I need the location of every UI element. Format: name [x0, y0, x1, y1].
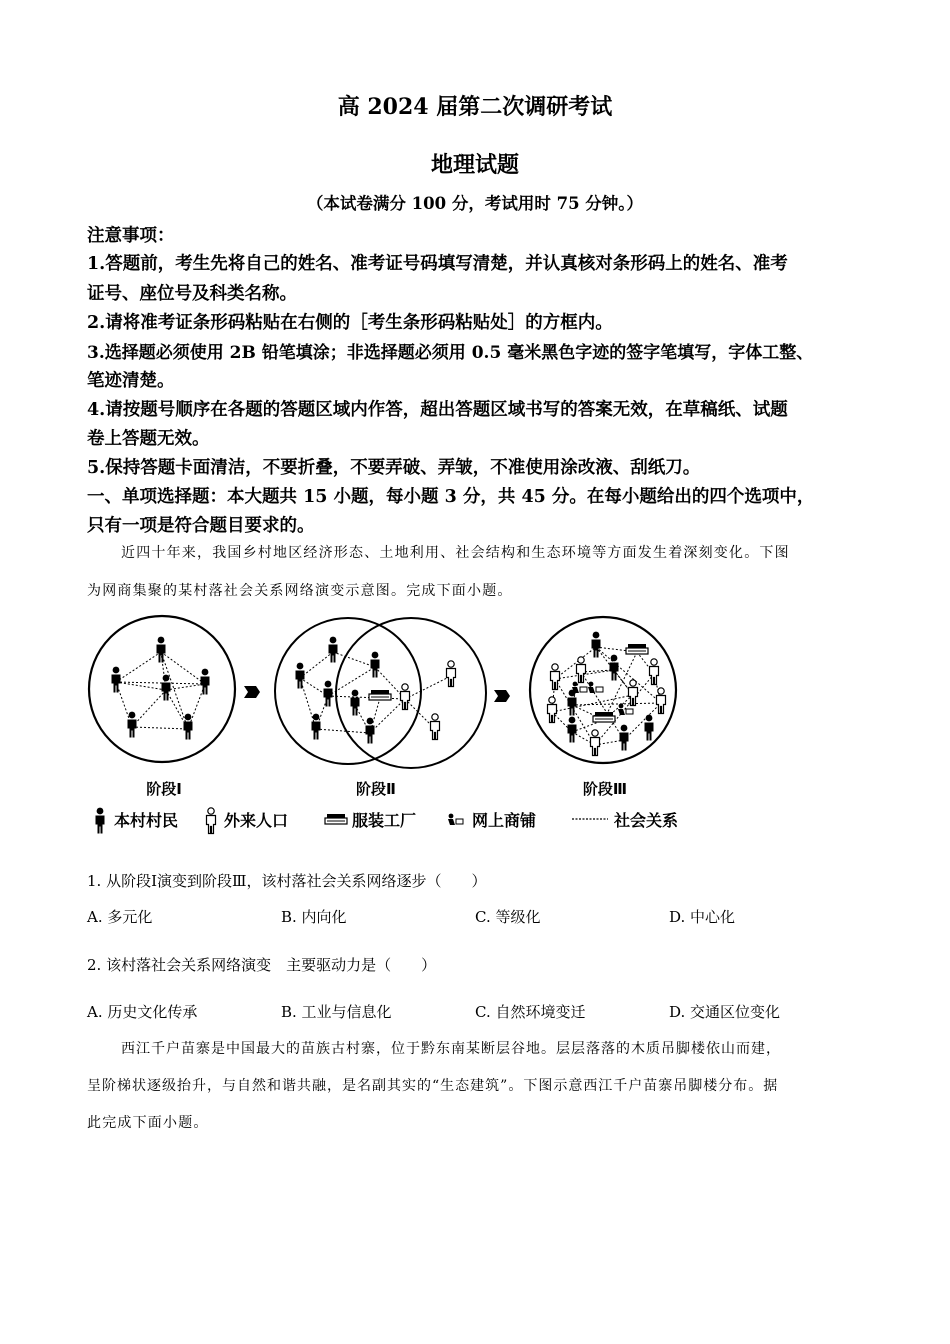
stage-2-network [275, 618, 486, 768]
question-1-stem: 1. 从阶段Ⅰ演变到阶段Ⅲ，该村落社会关系网络逐步（ ） [87, 872, 487, 890]
legend-factory: 服装工厂 [352, 811, 417, 830]
section-heading: 一、单项选择题：本大题共 15 小题，每小题 3 分，共 45 分。在每小题给出的四个选项中， [87, 487, 815, 507]
notice-line: 证号、座位号及科类名称。 [87, 284, 297, 304]
passage-text: 此完成下面小题。 [87, 1115, 209, 1131]
exam-title: 高 2024 届第二次调研考试 [337, 94, 613, 120]
shop-icon [448, 814, 463, 825]
stage-3-network [530, 617, 676, 763]
notice-line: 1.答题前，考生先将自己的姓名、准考证号码填写清楚，并认真核对条形码上的姓名、准考 [87, 254, 788, 274]
section-heading: 只有一项是符合题目要求的。 [87, 516, 315, 536]
legend-migrant: 外来人口 [224, 811, 289, 830]
stage-1-network [89, 616, 235, 762]
stage-3-label: 阶段Ⅲ [582, 780, 628, 798]
stage-1-label: 阶段Ⅰ [146, 780, 182, 798]
notice-line: 笔迹清楚。 [87, 371, 175, 391]
network-evolution-figure [84, 612, 694, 837]
arrow-icon [244, 686, 260, 698]
legend-relation: 社会关系 [614, 811, 679, 830]
question-2-option-b[interactable]: B. 工业与信息化 [281, 1003, 392, 1021]
subject-title: 地理试题 [430, 152, 519, 178]
passage-text: 为网商集聚的某村落社会关系网络演变示意图。完成下面小题。 [87, 583, 513, 599]
notice-heading: 注意事项： [87, 226, 175, 246]
question-1-option-d[interactable]: D. 中心化 [669, 908, 736, 926]
legend [96, 808, 679, 834]
exam-info: （本试卷满分 100 分，考试用时 75 分钟。） [306, 194, 644, 213]
notice-line: 3.选择题必须使用 2B 铅笔填涂；非选择题必须用 0.5 毫米黑色字迹的签字笔填写，字体工整、 [87, 343, 814, 363]
question-1-option-c[interactable]: C. 等级化 [475, 908, 541, 926]
factory-icon [325, 814, 347, 824]
stage-2-label: 阶段Ⅱ [356, 780, 396, 798]
arrow-icon [494, 690, 510, 702]
passage-text: 近四十年来，我国乡村地区经济形态、土地利用、社会结构和生态环境等方面发生着深刻变化。下图 [121, 545, 790, 561]
legend-villager: 本村村民 [114, 811, 179, 830]
question-1-option-b[interactable]: B. 内向化 [281, 908, 347, 926]
notice-line: 2.请将准考证条形码粘贴在右侧的［考生条形码粘贴处］的方框内。 [87, 313, 613, 333]
legend-shop: 网上商铺 [472, 811, 537, 830]
villager-icon [96, 808, 105, 834]
passage-text: 呈阶梯状逐级抬升，与自然和谐共融，是名副其实的“生态建筑”。下图示意西江千户苗寨吊脚楼分布。据 [87, 1078, 779, 1094]
notice-line: 5.保持答题卡面清洁，不要折叠，不要弄破、弄皱，不准使用涂改液、刮纸刀。 [87, 458, 701, 478]
question-2-stem: 2. 该村落社会关系网络演变 主要驱动力是（ ） [87, 956, 437, 974]
passage-text: 西江千户苗寨是中国最大的苗族古村寨，位于黔东南某断层谷地。层层落落的木质吊脚楼依山而建， [121, 1041, 781, 1057]
migrant-icon [207, 808, 216, 834]
notice-line: 4.请按题号顺序在各题的答题区域内作答，超出答题区域书写的答案无效，在草稿纸、试题 [87, 400, 788, 420]
question-1-option-a[interactable]: A. 多元化 [87, 908, 153, 926]
question-2-option-c[interactable]: C. 自然环境变迁 [475, 1003, 586, 1021]
question-2-option-a[interactable]: A. 历史文化传承 [87, 1003, 198, 1021]
question-2-option-d[interactable]: D. 交通区位变化 [669, 1003, 781, 1021]
notice-line: 卷上答题无效。 [87, 429, 210, 449]
